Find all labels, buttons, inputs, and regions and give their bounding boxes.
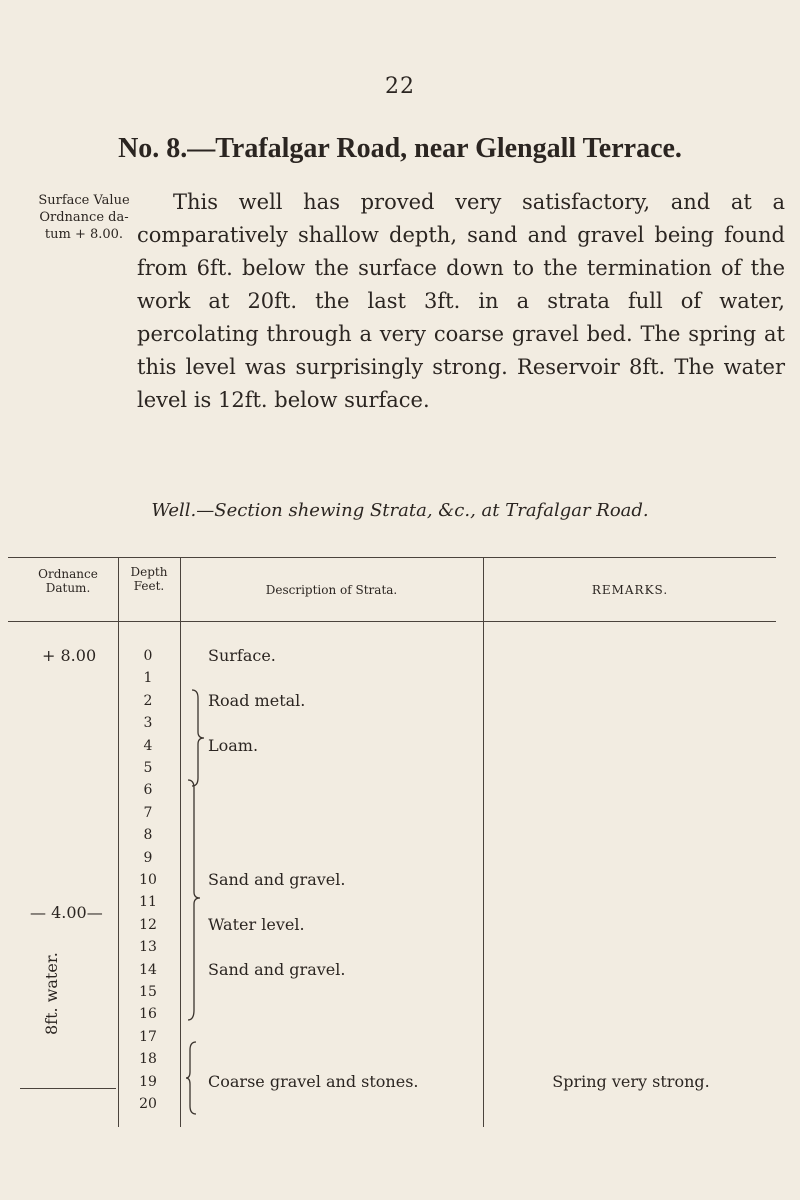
- depth-value: 1: [143, 670, 153, 687]
- header-ordnance-datum: [20, 567, 116, 595]
- depth-value: 17: [139, 1028, 157, 1045]
- depth-value: 4: [143, 737, 153, 754]
- brace-sand-gravel: [184, 778, 204, 1022]
- table-top-rule: [8, 557, 776, 558]
- margin-note-line: Ordnance da-: [39, 210, 129, 225]
- table-header-rule: [8, 621, 776, 622]
- depth-value: 14: [139, 961, 157, 978]
- brace-coarse-gravel: [184, 1040, 204, 1116]
- margin-note-line: Surface Value: [38, 193, 130, 208]
- datum-water-value: — 4.00—: [30, 903, 103, 922]
- strata-description: Road metal.: [208, 690, 306, 710]
- depth-value: 8: [143, 827, 153, 844]
- strata-description: Sand and gravel.: [208, 959, 346, 979]
- depth-value: 13: [139, 939, 157, 956]
- page-title: No. 8.—Trafalgar Road, near Glengall Terrace.: [118, 133, 682, 164]
- strata-description: Coarse gravel and stones.: [208, 1071, 419, 1091]
- depth-value: 0: [143, 648, 153, 664]
- strata-description: Water level.: [208, 914, 305, 934]
- depth-value: 19: [139, 1073, 157, 1090]
- strata-description: Loam.: [208, 735, 259, 755]
- depth-value: 15: [139, 984, 157, 1000]
- depth-value: 6: [143, 782, 153, 799]
- strata-description: Surface.: [208, 646, 276, 665]
- header-line: Ordnance: [38, 567, 98, 581]
- depth-value: 20: [139, 1096, 157, 1112]
- margin-note: [14, 192, 154, 243]
- header-line: Depth: [130, 565, 168, 579]
- page-number: 22: [385, 74, 415, 99]
- column-divider: [118, 557, 119, 1127]
- column-divider: [180, 557, 181, 1127]
- header-remarks: REMARKS.: [591, 583, 669, 597]
- depth-value: 7: [143, 804, 153, 821]
- column-divider: [483, 557, 484, 1127]
- depth-value: 2: [143, 692, 153, 709]
- header-depth-feet: [118, 565, 180, 593]
- depth-value: 18: [139, 1051, 157, 1068]
- header-line: Datum.: [45, 581, 91, 595]
- water-depth-label: 8ft. water.: [42, 952, 61, 1035]
- depth-value: 11: [139, 894, 157, 911]
- depth-value: 12: [139, 916, 157, 933]
- depth-value: 9: [143, 849, 153, 866]
- depth-value: 5: [143, 760, 153, 776]
- header-description: Description of Strata.: [265, 583, 398, 597]
- remark-spring: Spring very strong.: [552, 1071, 710, 1091]
- strata-description: Sand and gravel.: [208, 870, 346, 889]
- header-line: Feet.: [133, 579, 165, 593]
- depth-value: 16: [139, 1006, 157, 1023]
- table-caption: Well.—Section shewing Strata, &c., at Trafalgar Road.: [151, 500, 649, 521]
- margin-note-line: tum + 8.00.: [44, 227, 124, 242]
- datum-surface-value: + 8.00: [42, 646, 97, 665]
- depth-value: 10: [139, 872, 157, 888]
- body-paragraph: This well has proved very satisfactory, and at a comparatively shallow depth, sand and gravel being found from 6ft. below the surface down to the termination of the work at 20ft. the last 3ft. in a strata full of water, percolating through a very coarse gravel bed. The spring at this level was surprisingly strong. Reservoir 8ft. The water level is 12ft. below surface.: [137, 190, 785, 412]
- brace-road-loam: [188, 688, 208, 788]
- water-bottom-rule: [20, 1088, 116, 1089]
- depth-value: 3: [143, 715, 153, 732]
